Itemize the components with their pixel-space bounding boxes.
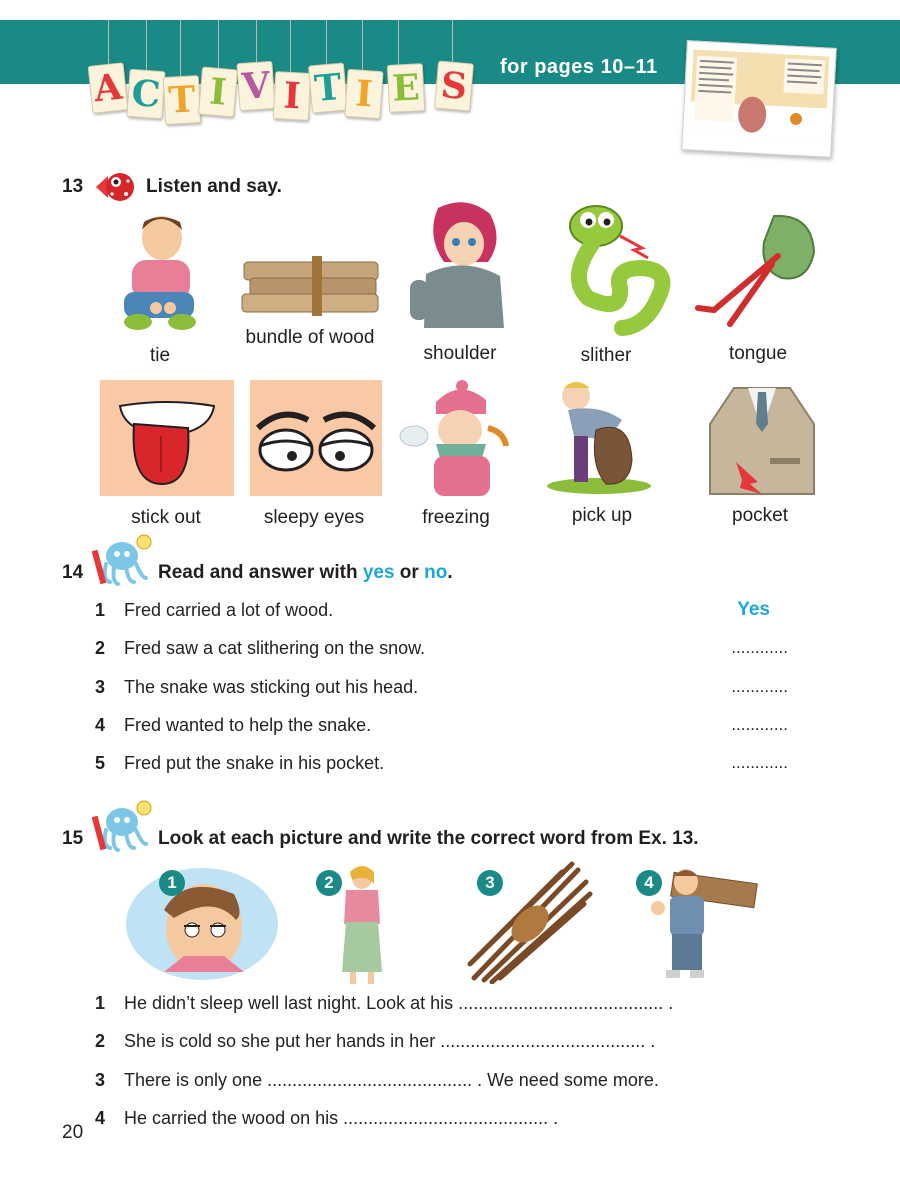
no-word: no xyxy=(424,562,448,583)
question-text: Fred saw a cat slithering on the snow. xyxy=(124,638,426,658)
title-letter: A xyxy=(88,62,129,114)
answer-blank[interactable]: ............ xyxy=(731,677,788,696)
answer-blank[interactable]: ............ xyxy=(731,715,788,734)
question-text: Fred wanted to help the snake. xyxy=(124,715,372,735)
title-letter: C xyxy=(126,69,165,119)
listen-icon xyxy=(94,170,138,209)
picture-badge: 2 xyxy=(316,870,342,896)
pages-reference: for pages 10–11 xyxy=(500,56,658,78)
octopus-pencil-icon xyxy=(92,532,156,593)
word-caption: stick out xyxy=(131,507,201,528)
sleepy-boy-picture xyxy=(124,864,280,989)
sleepy-eyes-picture xyxy=(250,380,382,501)
exercise-number: 15 xyxy=(62,828,84,849)
sentence-number: 3 xyxy=(95,1070,106,1090)
slither-picture xyxy=(562,198,692,343)
answer-blank[interactable]: ............ xyxy=(731,638,788,657)
word-caption: sleepy eyes xyxy=(263,507,365,528)
word-caption: slither xyxy=(580,345,632,366)
pick-up-picture xyxy=(544,380,654,501)
exercise-title: Listen and say. xyxy=(146,176,282,197)
title-text: Read and answer with xyxy=(158,562,363,583)
question-number: 1 xyxy=(95,600,106,620)
shoulder-picture xyxy=(404,200,516,337)
question-number: 3 xyxy=(95,677,106,697)
title-text: . xyxy=(447,562,453,583)
sentence-text[interactable]: She is cold so she put her hands in her ......................................... . xyxy=(124,1031,656,1051)
sentence-text[interactable]: He carried the wood on his ......................................... . xyxy=(124,1108,559,1128)
title-letter: V xyxy=(236,61,275,111)
sentence-number: 2 xyxy=(95,1031,106,1051)
title-letter: I xyxy=(198,67,238,118)
octopus-pencil-icon xyxy=(92,798,156,859)
sentence-text[interactable]: There is only one ......................................... . We need some more. xyxy=(124,1070,659,1090)
exercise-title: Look at each picture and write the correct word from Ex. 13. xyxy=(158,828,699,849)
title-letter: T xyxy=(163,75,201,125)
sentence-number: 1 xyxy=(95,993,106,1013)
question-text: The snake was sticking out his head. xyxy=(124,677,419,697)
yes-word: yes xyxy=(362,562,395,583)
question-text: Fred put the snake in his pocket. xyxy=(124,753,385,773)
exercise-title xyxy=(158,562,453,584)
story-page-thumbnail xyxy=(681,40,837,158)
picture-badge: 3 xyxy=(477,870,503,896)
tie-picture xyxy=(110,208,210,343)
title-letter: E xyxy=(387,63,425,113)
page-number: 20 xyxy=(62,1122,84,1143)
answer-yes: Yes xyxy=(737,599,770,620)
word-caption: shoulder xyxy=(423,343,497,364)
exercise-number: 13 xyxy=(62,176,84,197)
title-letter: T xyxy=(308,63,348,114)
question-number: 5 xyxy=(95,753,106,773)
stick-out-picture xyxy=(100,380,234,501)
word-caption: tongue xyxy=(728,343,788,364)
word-caption: tie xyxy=(149,345,171,366)
title-letter: S xyxy=(434,61,474,112)
sentence-number: 4 xyxy=(95,1108,106,1128)
question-text: Fred carried a lot of wood. xyxy=(124,600,334,620)
title-letter: I xyxy=(344,69,383,119)
title-letter: I xyxy=(273,71,311,121)
bundle-of-wood-picture xyxy=(240,248,382,323)
pocket-picture xyxy=(706,384,818,501)
question-number: 4 xyxy=(95,715,106,735)
word-caption: freezing xyxy=(422,507,490,528)
answer-blank[interactable]: ............ xyxy=(731,753,788,772)
word-caption: pocket xyxy=(732,505,788,526)
question-number: 2 xyxy=(95,638,106,658)
tongue-picture xyxy=(694,212,818,335)
picture-badge: 1 xyxy=(159,870,185,896)
title-text: or xyxy=(394,562,425,583)
word-caption: bundle of wood xyxy=(245,327,375,348)
freezing-picture xyxy=(396,380,512,503)
exercise-number: 14 xyxy=(62,562,84,583)
sentence-text[interactable]: He didn’t sleep well last night. Look at his ......................................... . xyxy=(124,993,674,1013)
word-caption: pick up xyxy=(571,505,633,526)
picture-badge: 4 xyxy=(636,870,662,896)
